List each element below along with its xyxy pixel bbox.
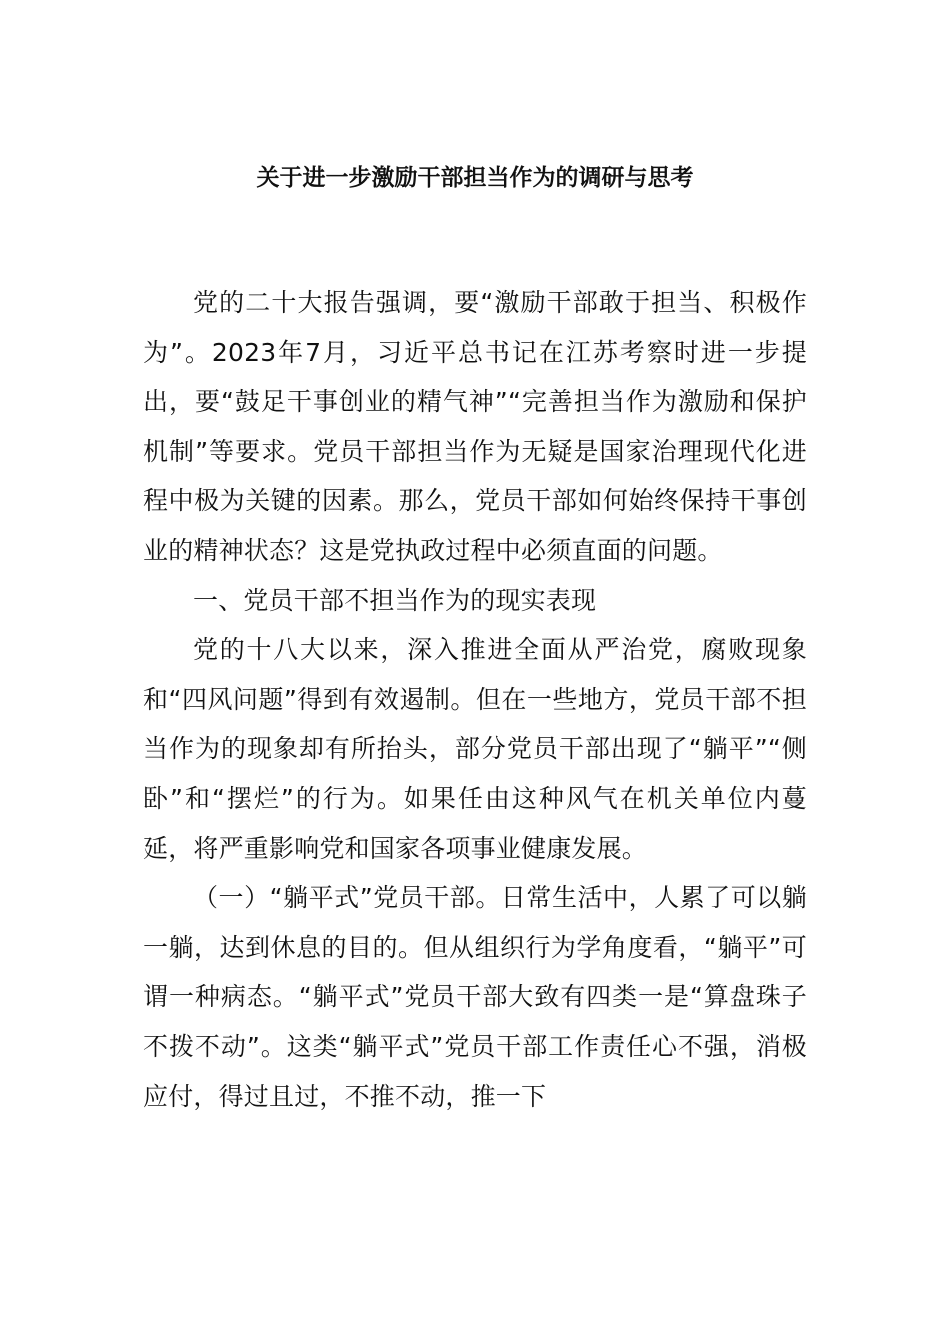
section-paragraph: 党的十八大以来，深入推进全面从严治党，腐败现象和“四风问题”得到有效遏制。但在一些地方，党员干部不担当作为的现象却有所抬头，部分党员干部出现了“躺平”“侧卧”和“摆烂”的行为。如果任由这种风气在机关单位内蔓延，将严重影响党和国家各项事业健康发展。 — [143, 635, 807, 863]
document-body — [143, 278, 807, 1121]
section-heading: 一、党员干部不担当作为的现实表现 — [193, 585, 597, 615]
subsection-paragraph: （一）“躺平式”党员干部。日常生活中，人累了可以躺一躺，达到休息的目的。但从组织行为学角度看，“躺平”可谓一种病态。“躺平式”党员干部大致有四类一是“算盘珠子不拨不动”。这类“躺平式”党员干部工作责任心不强，消极应付，得过且过，不推不动，推一下 — [143, 883, 807, 1111]
document-title: 关于进一步激励干部担当作为的调研与思考 — [256, 165, 694, 191]
intro-paragraph: 党的二十大报告强调，要“激励干部敢于担当、积极作为”。2023年7月，习近平总书记在江苏考察时进一步提出，要“鼓足干事创业的精气神”“完善担当作为激励和保护机制”等要求。党员干部担当作为无疑是国家治理现代化进程中极为关键的因素。那么，党员干部如何始终保持干事创业的精神状态？这是党执政过程中必须直面的问题。 — [143, 288, 807, 565]
